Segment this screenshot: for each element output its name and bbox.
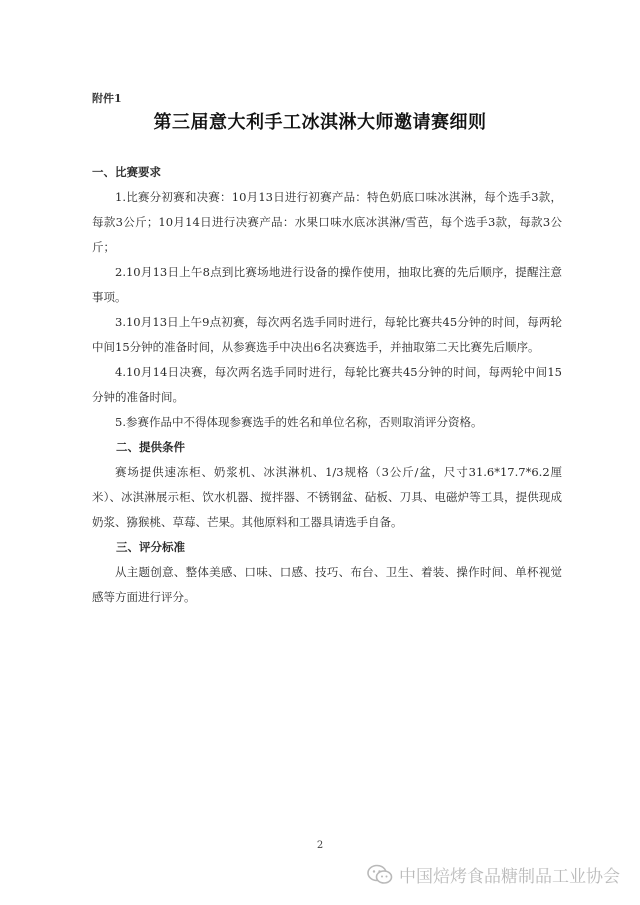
watermark — [367, 862, 620, 887]
scoring-paragraph: 从主题创意、整体美感、口味、口感、技巧、布台、卫生、着装、操作时间、单杯视觉感等方面进行评分。 — [92, 565, 562, 604]
requirement-item-4: 4.10月14日决赛，每次两名选手同时进行，每轮比赛共45分钟的时间，每两轮中间15分钟的准备时间。 — [92, 365, 562, 404]
document-title: 第三届意大利手工冰淇淋大师邀请赛细则 — [153, 112, 487, 133]
requirement-item-2: 2.10月13日上午8点到比赛场地进行设备的操作使用，抽取比赛的先后顺序，提醒注意事项。 — [92, 265, 562, 304]
requirement-item-1: 1.比赛分初赛和决赛：10月13日进行初赛产品：特色奶底口味冰淇淋，每个选手3款，每款3公斤；10月14日进行决赛产品：水果口味水底冰淇淋/雪芭，每个选手3款，每款3公斤； — [92, 190, 562, 254]
page-number: 2 — [316, 840, 324, 851]
requirement-item-3: 3.10月13日上午9点初赛，每次两名选手同时进行，每轮比赛共45分钟的时间，每两轮中间15分钟的准备时间，从参赛选手中决出6名决赛选手，并抽取第二天比赛先后顺序。 — [92, 315, 562, 354]
section-heading-conditions: 二、提供条件 — [116, 440, 185, 454]
section-heading-requirements: 一、比赛要求 — [92, 165, 161, 179]
requirement-item-5: 5.参赛作品中不得体现参赛选手的姓名和单位名称，否则取消评分资格。 — [115, 415, 483, 429]
attachment-label: 附件1 — [92, 92, 122, 105]
wechat-icon — [367, 864, 393, 886]
section-heading-scoring: 三、评分标准 — [116, 540, 185, 554]
watermark-text: 中国焙烤食品糖制品工业协会 — [399, 867, 620, 887]
document-body — [92, 160, 562, 610]
conditions-paragraph: 赛场提供速冻柜、奶浆机、冰淇淋机、1/3规格（3公斤/盆，尺寸31.6*17.7*6.2厘米）、冰淇淋展示柜、饮水机器、搅拌器、不锈钢盆、砧板、刀具、电磁炉等工具，提供现成奶浆、猕猴桃、草莓、芒果。其他原料和工器具请选手自备。 — [92, 465, 562, 529]
